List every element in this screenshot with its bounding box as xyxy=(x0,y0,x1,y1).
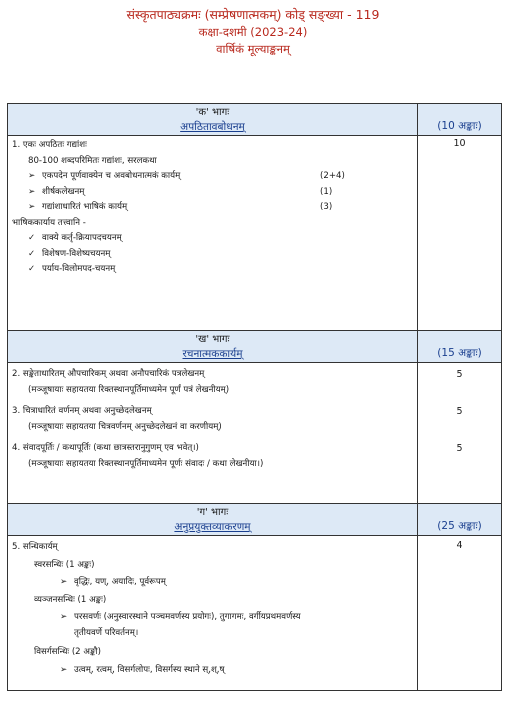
section-c-subtitle: अनुप्रयुक्तव्याकरणम् xyxy=(174,521,251,533)
arrow-bullet-icon: ➢ xyxy=(28,202,36,212)
section-b-title: 'ख' भागः xyxy=(195,334,230,345)
document-header xyxy=(0,6,506,58)
arrow-bullet-icon: ➢ xyxy=(28,171,36,181)
arrow-bullet-icon: ➢ xyxy=(60,612,68,622)
item-2-marks: 5 xyxy=(456,369,463,380)
language-element-2: ✓ विशेषण-विशेष्यचयनम् xyxy=(12,247,417,263)
vyanjana-sandhi-types: ➢ परसवर्णः (अनुस्वारस्थाने पञ्चमवर्णस्य प्रयोगः), तुगागमः, वर्गीयप्रथमवर्णस्य xyxy=(12,610,417,626)
vyanjana-sandhi: व्यञ्जनसन्धिः (1 अङ्कः) xyxy=(34,594,107,605)
item-1-desc: 80-100 शब्दपरिमितः गद्यांशः, सरलकथा xyxy=(28,155,157,166)
visarga-sandhi: विसर्गसन्धिः (2 अङ्कौ) xyxy=(34,647,101,657)
section-c-marks: (25 अङ्काः) xyxy=(418,504,502,536)
item-4-marks: 5 xyxy=(456,443,463,454)
section-c-body xyxy=(8,536,502,691)
section-a-marks: (10 अङ्काः) xyxy=(418,104,502,136)
item-4-desc: (मञ्जूषायाः सहायतया रिक्तस्थानपूर्तिमाध्यमेन पूर्णः संवादः / कथा लेखनीया।) xyxy=(28,458,264,469)
section-b-item-marks xyxy=(418,363,502,504)
section-b-body xyxy=(8,363,502,504)
assessment-title: वार्षिकं मूल्याङ्कनम् xyxy=(216,42,290,56)
section-b-subtitle: रचनात्मककार्यम् xyxy=(182,348,243,360)
item-1-marks: 10 xyxy=(418,136,502,331)
section-b-header xyxy=(8,331,502,363)
item-3: 3. चित्राधारितं वर्णनम् अथवा अनुच्छेदलेखनम् xyxy=(12,406,152,416)
course-title: संस्कृतपाठ्यक्रमः (सम्प्रेषणात्मकम्) कोड् सङ्ख्या - 119 xyxy=(126,7,380,22)
arrow-bullet-icon: ➢ xyxy=(60,664,68,675)
section-c-header xyxy=(8,504,502,536)
item-4: 4. संवादपूर्तिः / कथापूर्तिः (कथा छात्रस्तरानुगुणम् एव भवेत्।) xyxy=(12,443,199,453)
item-2: 2. सङ्केताधारितम् औपचारिकम् अथवा अनौपचारिकं पत्रलेखनम् xyxy=(12,369,205,379)
swara-sandhi: स्वरसन्धिः (1 अङ्कः) xyxy=(34,559,95,570)
section-b-marks: (15 अङ्काः) xyxy=(418,331,502,363)
syllabus-table xyxy=(7,103,502,691)
section-c-title: 'ग' भागः xyxy=(196,507,229,518)
check-icon: ✓ xyxy=(28,248,36,259)
language-elements-heading: भाषिककार्याय तत्त्वानि - xyxy=(12,217,86,228)
language-element-3: ✓ पर्याय-विलोमपद-चयनम् xyxy=(12,262,417,278)
check-icon: ✓ xyxy=(28,264,36,274)
check-icon: ✓ xyxy=(28,233,36,243)
section-a-title: 'क' भागः xyxy=(195,107,230,118)
section-a-subtitle: अपठितावबोधनम् xyxy=(180,121,245,133)
section-a-body xyxy=(8,136,502,331)
language-element-1: ✓ वाक्ये कर्तृ-क्रियापदचयनम् xyxy=(12,231,417,247)
item-5-marks: 4 xyxy=(418,536,502,691)
item-1-task-3: ➢ गद्यांशाधारितं भाषिकं कार्यम् (3) xyxy=(12,200,417,216)
task-1-weight: (2+4) xyxy=(320,171,345,181)
visarga-sandhi-types: ➢ उत्वम्, रत्वम्, विसर्गलोपः, विसर्गस्य स्थाने स्,श्,ष् xyxy=(12,663,417,679)
task-2-weight: (1) xyxy=(320,186,333,197)
item-2-desc: (मञ्जूषायाः सहायतया रिक्तस्थानपूर्तिमाध्यमेन पूर्णं पत्रं लेखनीयम्) xyxy=(28,384,230,395)
arrow-bullet-icon: ➢ xyxy=(60,577,68,587)
item-3-desc: (मञ्जूषायाः सहायतया चित्रवर्णनम् अनुच्छेदलेखनं वा करणीयम्) xyxy=(28,421,222,432)
vyanjana-sandhi-types-cont: तृतीयवर्णे परिवर्तनम्। xyxy=(74,627,139,638)
item-3-marks: 5 xyxy=(456,406,463,417)
item-1: 1. एकः अपठितः गद्यांशः xyxy=(12,140,87,150)
item-1-task-1: ➢ एकपदेन पूर्णवाक्येन च अवबोधनात्मकं कार्यम् (2+4) xyxy=(12,169,417,185)
swara-sandhi-types: ➢ वृद्धिः, यण्, अयादिः, पूर्वरूपम् xyxy=(12,575,417,591)
section-a-header xyxy=(8,104,502,136)
item-1-task-2: ➢ शीर्षकलेखनम् (1) xyxy=(12,185,417,201)
task-3-weight: (3) xyxy=(320,202,333,212)
class-year: कक्षा-दशमी (2023-24) xyxy=(198,25,308,39)
arrow-bullet-icon: ➢ xyxy=(28,186,36,197)
item-5: 5. सन्धिकार्यम् xyxy=(12,542,58,552)
